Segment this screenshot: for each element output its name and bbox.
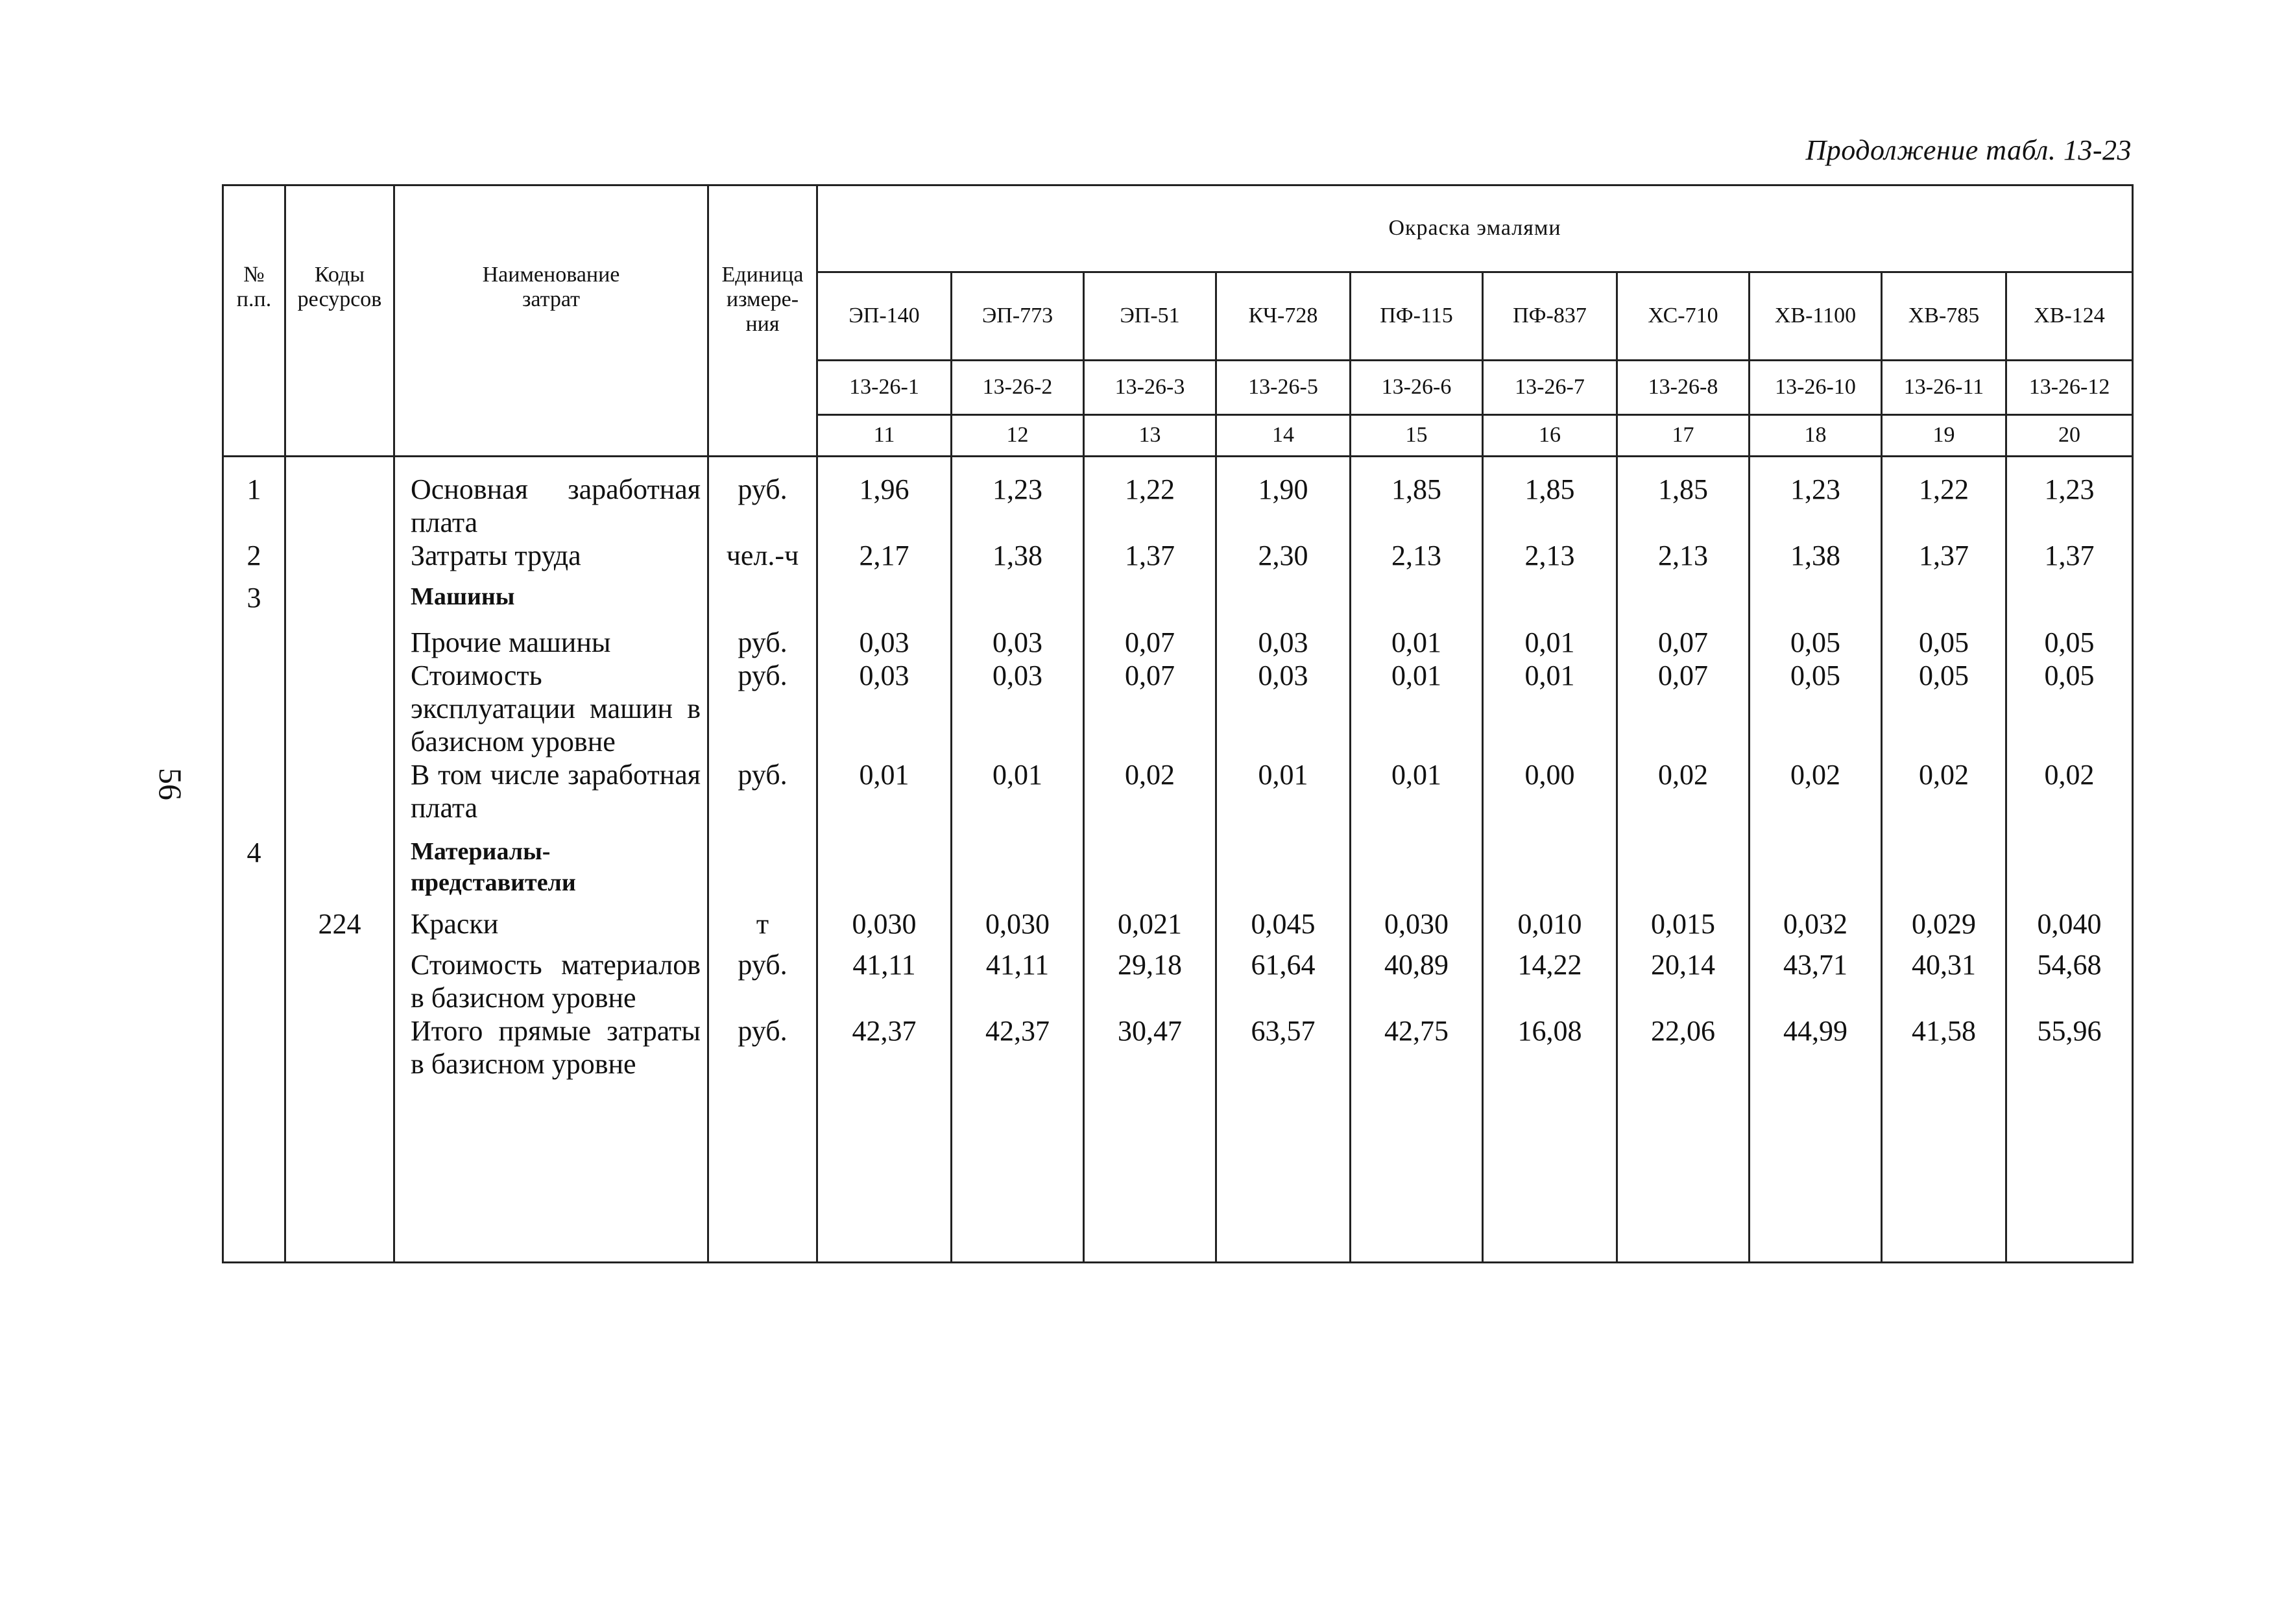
value-cell: 2,30 [1216, 539, 1351, 572]
resource-code [285, 659, 394, 758]
spacer-cell [817, 457, 952, 473]
header-brand-2: ЭП-773 [952, 272, 1084, 361]
row-number [223, 659, 285, 758]
header-col-number-8: 18 [1750, 415, 1882, 457]
table-row [223, 659, 2133, 758]
value-cell: 0,030 [1351, 898, 1483, 940]
value-cell: 0,040 [2006, 898, 2133, 940]
value-cell: 0,07 [1084, 614, 1216, 659]
spacer-cell [1216, 457, 1351, 473]
header-brand-5: ПФ-115 [1351, 272, 1483, 361]
value-cell: 0,03 [817, 659, 952, 758]
bottom-fill-cell [1882, 1081, 2006, 1263]
value-cell: 22,06 [1617, 1014, 1750, 1081]
value-cell [2006, 572, 2133, 614]
bottom-fill-cell [223, 1081, 285, 1263]
spacer-cell [1084, 457, 1216, 473]
value-cell: 1,96 [817, 473, 952, 539]
value-cell: 1,85 [1617, 473, 1750, 539]
value-cell: 61,64 [1216, 940, 1351, 1014]
table-row [223, 614, 2133, 659]
header-col-number-3: 13 [1084, 415, 1216, 457]
header-brand-7: ХС-710 [1617, 272, 1750, 361]
resource-cost-table [222, 184, 2134, 1263]
value-cell: 0,05 [2006, 614, 2133, 659]
value-cell: 14,22 [1483, 940, 1617, 1014]
header-code-7: 13-26-8 [1617, 361, 1750, 415]
value-cell: 40,89 [1351, 940, 1483, 1014]
row-number [223, 940, 285, 1014]
value-cell [2006, 824, 2133, 898]
spacer-cell [1882, 457, 2006, 473]
header-resource-codes: Коды ресурсов [285, 185, 394, 457]
value-cell: 0,029 [1882, 898, 2006, 940]
value-cell: 16,08 [1483, 1014, 1617, 1081]
bottom-fill-cell [285, 1081, 394, 1263]
value-cell: 42,75 [1351, 1014, 1483, 1081]
value-cell: 0,045 [1216, 898, 1351, 940]
header-code-10: 13-26-12 [2006, 361, 2133, 415]
value-cell: 0,02 [1882, 758, 2006, 824]
bottom-fill-cell [817, 1081, 952, 1263]
cost-name: Стоимость эксплуатации машин в базисном уровне [394, 659, 708, 758]
header-col-number-7: 17 [1617, 415, 1750, 457]
resource-code [285, 614, 394, 659]
value-cell [1084, 824, 1216, 898]
value-cell: 0,015 [1617, 898, 1750, 940]
row-number [223, 898, 285, 940]
resource-code [285, 824, 394, 898]
spacer-cell [708, 457, 817, 473]
spacer-cell [1617, 457, 1750, 473]
header-code-6: 13-26-7 [1483, 361, 1617, 415]
value-cell: 0,01 [1351, 659, 1483, 758]
spacer-cell [223, 457, 285, 473]
header-col-number-1: 11 [817, 415, 952, 457]
header-col-number-5: 15 [1351, 415, 1483, 457]
resource-code: 224 [285, 898, 394, 940]
value-cell [1617, 824, 1750, 898]
cost-name: Машины [394, 572, 708, 614]
header-cost-name: Наименование затрат [394, 185, 708, 457]
unit [708, 572, 817, 614]
value-cell: 1,37 [1882, 539, 2006, 572]
header-brand-9: ХВ-785 [1882, 272, 2006, 361]
cost-name: Затраты труда [394, 539, 708, 572]
value-cell: 42,37 [952, 1014, 1084, 1081]
header-unit: Единица измере- ния [708, 185, 817, 457]
resource-code [285, 572, 394, 614]
value-cell: 1,22 [1882, 473, 2006, 539]
value-cell: 0,01 [1351, 614, 1483, 659]
table-row [223, 940, 2133, 1014]
header-num: № п.п. [223, 185, 285, 457]
resource-code [285, 758, 394, 824]
value-cell: 1,23 [952, 473, 1084, 539]
value-cell [1750, 824, 1882, 898]
table-row [223, 473, 2133, 539]
header-code-4: 13-26-5 [1216, 361, 1351, 415]
value-cell: 1,37 [1084, 539, 1216, 572]
unit: руб. [708, 940, 817, 1014]
page-number: 56 [152, 768, 189, 800]
spacer-cell [1351, 457, 1483, 473]
header-code-3: 13-26-3 [1084, 361, 1216, 415]
header-brand-8: ХВ-1100 [1750, 272, 1882, 361]
spacer-cell [2006, 457, 2133, 473]
value-cell: 1,38 [952, 539, 1084, 572]
unit: руб. [708, 758, 817, 824]
resource-code [285, 539, 394, 572]
value-cell: 63,57 [1216, 1014, 1351, 1081]
table-continuation-caption: Продолжение табл. 13-23 [1805, 134, 2132, 166]
value-cell: 41,58 [1882, 1014, 2006, 1081]
unit: руб. [708, 659, 817, 758]
value-cell: 40,31 [1882, 940, 2006, 1014]
table-row [223, 1014, 2133, 1081]
value-cell: 0,07 [1084, 659, 1216, 758]
unit: т [708, 898, 817, 940]
bottom-fill-cell [1084, 1081, 1216, 1263]
cost-name: Краски [394, 898, 708, 940]
spacer-cell [1750, 457, 1882, 473]
value-cell: 0,07 [1617, 659, 1750, 758]
value-cell: 0,01 [1216, 758, 1351, 824]
cost-name: Материалы-представители [394, 824, 708, 898]
value-cell: 0,07 [1617, 614, 1750, 659]
spacer-cell [285, 457, 394, 473]
value-cell: 0,01 [1483, 659, 1617, 758]
header-group-enamel-painting: Окраска эмалями [817, 185, 2133, 272]
row-number [223, 758, 285, 824]
value-cell [1750, 572, 1882, 614]
row-number: 3 [223, 572, 285, 614]
header-col-number-6: 16 [1483, 415, 1617, 457]
value-cell [952, 824, 1084, 898]
bottom-fill-cell [1750, 1081, 1882, 1263]
value-cell: 1,23 [2006, 473, 2133, 539]
header-brand-4: КЧ-728 [1216, 272, 1351, 361]
value-cell: 1,23 [1750, 473, 1882, 539]
value-cell [1483, 572, 1617, 614]
value-cell: 44,99 [1750, 1014, 1882, 1081]
row-number [223, 614, 285, 659]
row-number [223, 1014, 285, 1081]
header-brand-10: ХВ-124 [2006, 272, 2133, 361]
value-cell: 0,03 [817, 614, 952, 659]
unit: руб. [708, 1014, 817, 1081]
unit [708, 824, 817, 898]
resource-code [285, 1014, 394, 1081]
value-cell: 0,01 [817, 758, 952, 824]
value-cell: 41,11 [817, 940, 952, 1014]
bottom-fill-cell [1216, 1081, 1351, 1263]
bottom-fill-cell [1351, 1081, 1483, 1263]
value-cell: 30,47 [1084, 1014, 1216, 1081]
unit: чел.-ч [708, 539, 817, 572]
value-cell: 43,71 [1750, 940, 1882, 1014]
unit: руб. [708, 473, 817, 539]
header-brand-3: ЭП-51 [1084, 272, 1216, 361]
cost-name: Прочие машины [394, 614, 708, 659]
value-cell [1882, 824, 2006, 898]
value-cell: 42,37 [817, 1014, 952, 1081]
table-row [223, 539, 2133, 572]
value-cell: 1,90 [1216, 473, 1351, 539]
resource-code [285, 940, 394, 1014]
row-number: 4 [223, 824, 285, 898]
value-cell: 0,03 [1216, 614, 1351, 659]
value-cell: 20,14 [1617, 940, 1750, 1014]
value-cell: 1,22 [1084, 473, 1216, 539]
header-brand-1: ЭП-140 [817, 272, 952, 361]
row-number: 2 [223, 539, 285, 572]
value-cell: 0,02 [2006, 758, 2133, 824]
header-code-5: 13-26-6 [1351, 361, 1483, 415]
header-col-number-4: 14 [1216, 415, 1351, 457]
table-row [223, 898, 2133, 940]
value-cell: 0,03 [1216, 659, 1351, 758]
value-cell: 0,05 [2006, 659, 2133, 758]
value-cell [1617, 572, 1750, 614]
value-cell: 1,38 [1750, 539, 1882, 572]
value-cell: 2,13 [1351, 539, 1483, 572]
cost-name: В том числе заработная плата [394, 758, 708, 824]
header-code-1: 13-26-1 [817, 361, 952, 415]
value-cell: 2,13 [1617, 539, 1750, 572]
spacer-cell [952, 457, 1084, 473]
resource-code [285, 473, 394, 539]
value-cell [1216, 824, 1351, 898]
value-cell: 0,05 [1882, 659, 2006, 758]
value-cell: 41,11 [952, 940, 1084, 1014]
table-row [223, 824, 2133, 898]
table-row [223, 572, 2133, 614]
spacer-cell [394, 457, 708, 473]
value-cell: 1,85 [1483, 473, 1617, 539]
table-row [223, 758, 2133, 824]
value-cell: 0,02 [1617, 758, 1750, 824]
bottom-fill-cell [394, 1081, 708, 1263]
value-cell: 0,021 [1084, 898, 1216, 940]
bottom-fill-cell [2006, 1081, 2133, 1263]
value-cell: 0,00 [1483, 758, 1617, 824]
row-number: 1 [223, 473, 285, 539]
value-cell: 0,010 [1483, 898, 1617, 940]
header-code-2: 13-26-2 [952, 361, 1084, 415]
value-cell: 0,01 [1351, 758, 1483, 824]
value-cell: 1,37 [2006, 539, 2133, 572]
value-cell [1084, 572, 1216, 614]
header-col-number-9: 19 [1882, 415, 2006, 457]
value-cell: 1,85 [1351, 473, 1483, 539]
value-cell [1351, 824, 1483, 898]
unit: руб. [708, 614, 817, 659]
spacer-cell [1483, 457, 1617, 473]
value-cell: 0,030 [952, 898, 1084, 940]
value-cell [1216, 572, 1351, 614]
header-code-9: 13-26-11 [1882, 361, 2006, 415]
bottom-fill-cell [708, 1081, 817, 1263]
value-cell [817, 824, 952, 898]
value-cell: 2,13 [1483, 539, 1617, 572]
value-cell [1351, 572, 1483, 614]
value-cell: 0,03 [952, 659, 1084, 758]
value-cell: 55,96 [2006, 1014, 2133, 1081]
header-col-number-2: 12 [952, 415, 1084, 457]
value-cell: 0,032 [1750, 898, 1882, 940]
cost-name: Стоимость материалов в базисном уровне [394, 940, 708, 1014]
value-cell: 0,05 [1750, 659, 1882, 758]
bottom-fill-cell [1483, 1081, 1617, 1263]
value-cell [1483, 824, 1617, 898]
value-cell: 54,68 [2006, 940, 2133, 1014]
value-cell [1882, 572, 2006, 614]
value-cell: 29,18 [1084, 940, 1216, 1014]
bottom-fill-cell [952, 1081, 1084, 1263]
value-cell: 2,17 [817, 539, 952, 572]
value-cell: 0,03 [952, 614, 1084, 659]
header-brand-6: ПФ-837 [1483, 272, 1617, 361]
value-cell: 0,05 [1882, 614, 2006, 659]
value-cell: 0,01 [1483, 614, 1617, 659]
cost-name: Основная заработная плата [394, 473, 708, 539]
bottom-fill-cell [1617, 1081, 1750, 1263]
value-cell: 0,030 [817, 898, 952, 940]
value-cell: 0,01 [952, 758, 1084, 824]
value-cell: 0,02 [1750, 758, 1882, 824]
header-code-8: 13-26-10 [1750, 361, 1882, 415]
header-col-number-10: 20 [2006, 415, 2133, 457]
value-cell [952, 572, 1084, 614]
value-cell [817, 572, 952, 614]
cost-name: Итого прямые затраты в базисном уровне [394, 1014, 708, 1081]
value-cell: 0,05 [1750, 614, 1882, 659]
value-cell: 0,02 [1084, 758, 1216, 824]
